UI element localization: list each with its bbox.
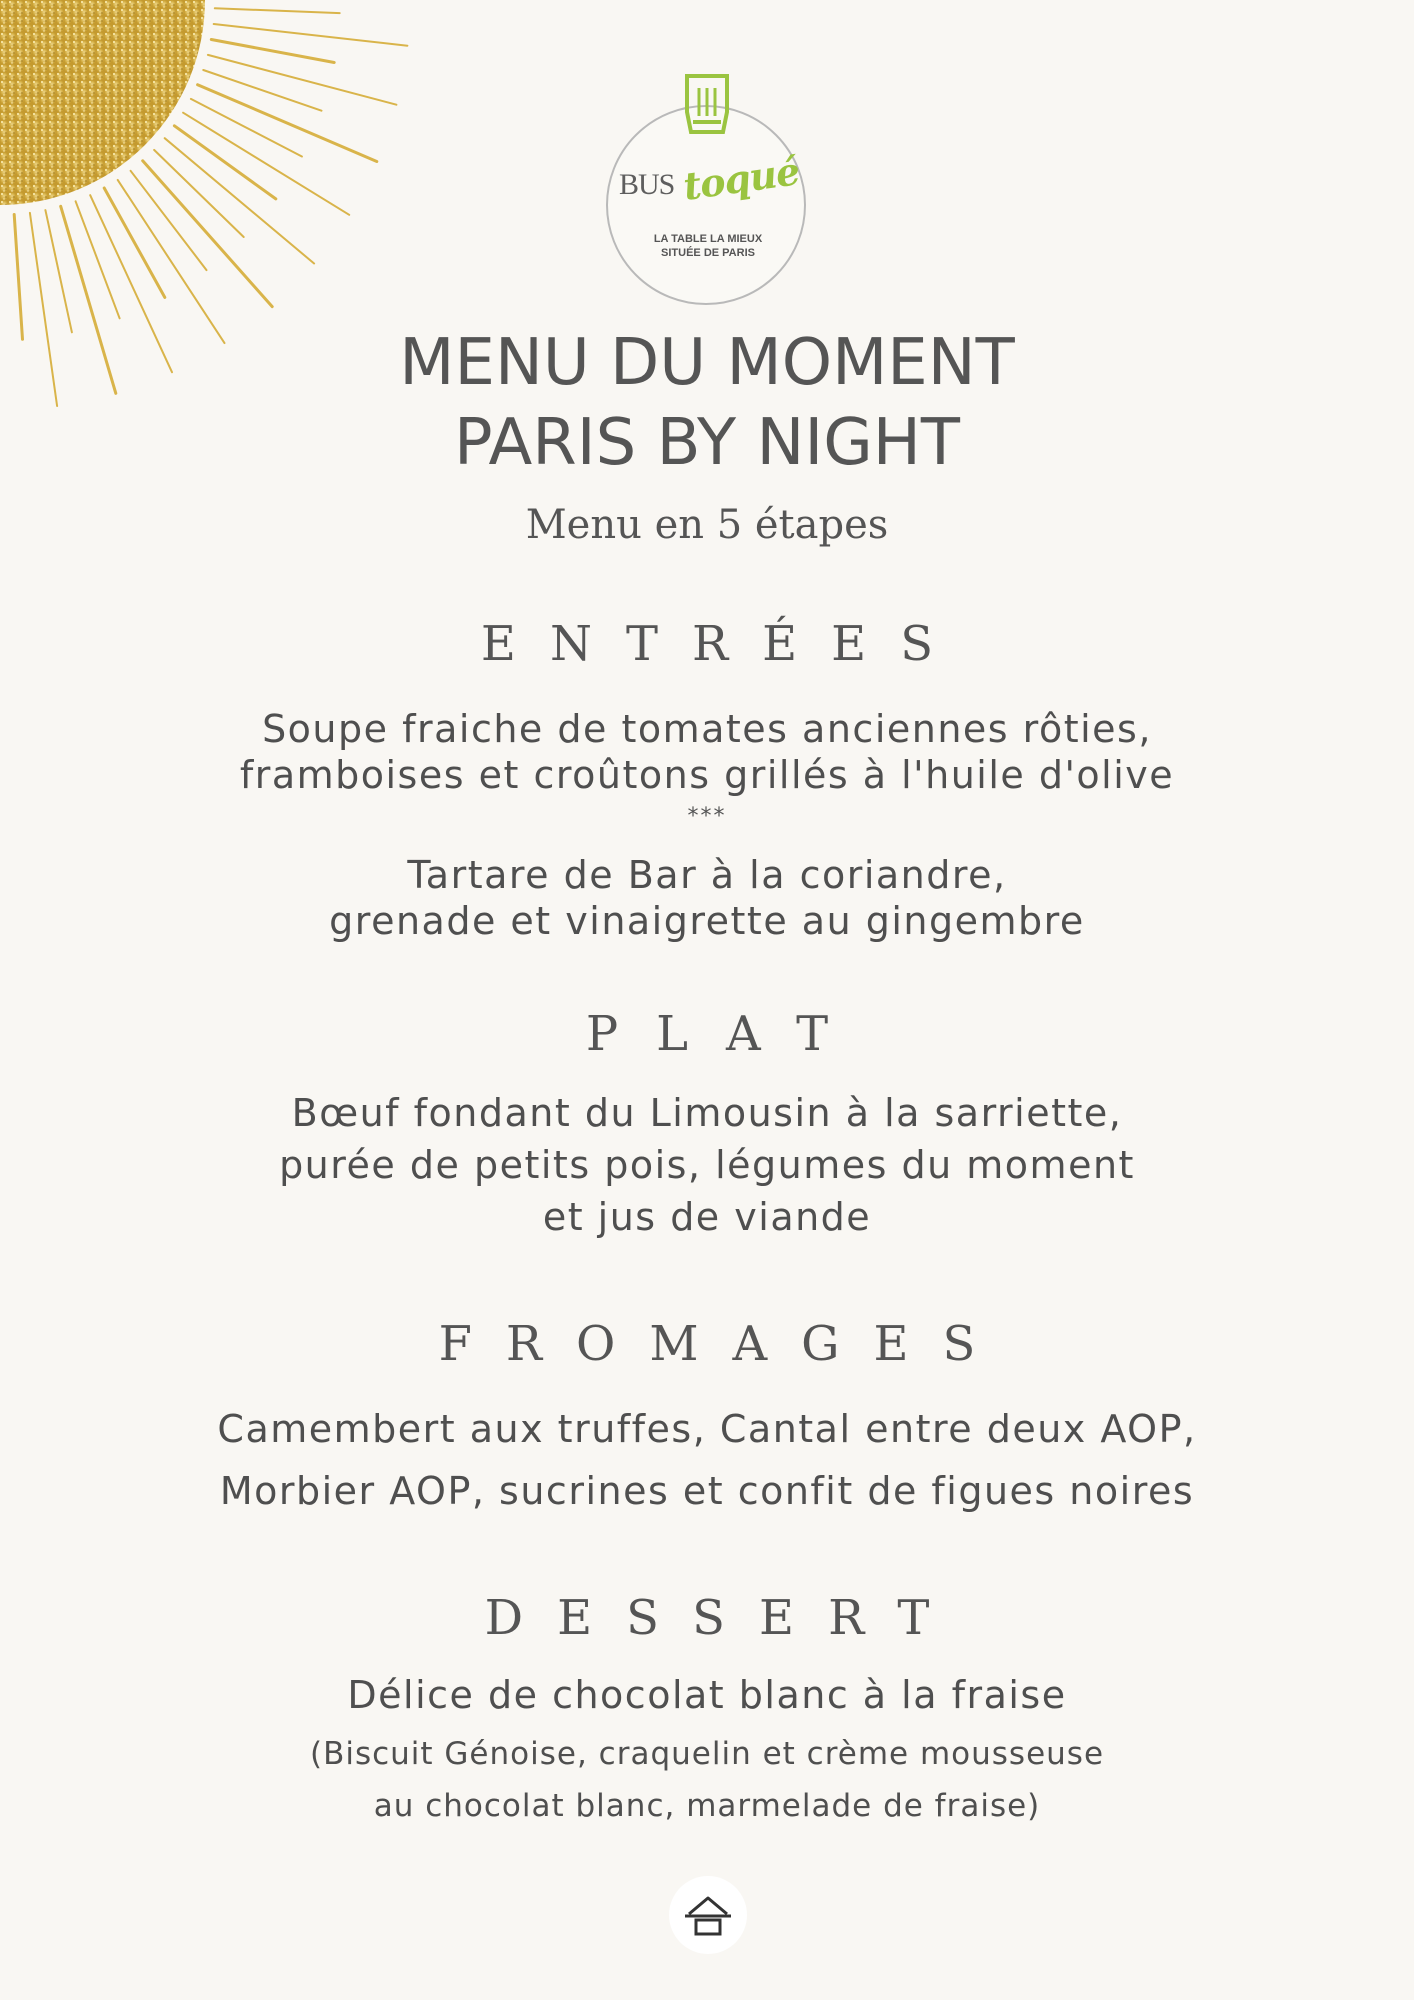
house-icon [669,1876,747,1954]
logo-tagline-line2: SITUÉE DE PARIS [661,247,755,259]
sun-ray [118,180,225,343]
entree-2-line2: grenade et vinaigrette au gingembre [329,899,1085,943]
sun-ray [214,24,408,46]
dessert-line3: au chocolat blanc, marmelade de fraise) [373,1788,1041,1824]
footer-badge [669,1876,747,1954]
logo-tagline-line1: LA TABLE LA MIEUX [653,233,763,245]
menu-title-line1: MENU DU MOMENT [399,326,1015,400]
sun-ray [183,113,349,215]
fromages-line2: Morbier AOP, sucrines et confit de figues noires [219,1469,1195,1513]
sun-ray [203,70,321,111]
sun-ray [76,201,120,318]
dessert-line1: Délice de chocolat blanc à la fraise [347,1673,1067,1717]
plat-line1: Bœuf fondant du Limousin à la sarriette, [291,1091,1123,1135]
logo-bus-text: BUS [619,168,675,201]
entree-separator: *** [687,804,727,829]
section-title-entrees: ENTRÉES [480,616,968,672]
sun-ray [211,40,334,63]
logo-tagline [643,232,773,260]
logo-toque-text: toqué [680,148,802,209]
sun-ray [14,215,22,340]
dessert-line2: (Biscuit Génoise, craquelin et crème mousseuse [309,1736,1105,1772]
menu-subtitle: Menu en 5 étapes [525,502,889,548]
entree-1-line2: framboises et croûtons grillés à l'huile d'olive [239,753,1175,797]
plat-line2: purée de petits pois, légumes du moment [279,1143,1135,1187]
chef-hat-icon [679,72,735,144]
fromages-line1: Camembert aux truffes, Cantal entre deux AOP, [217,1407,1197,1451]
entree-2-line1: Tartare de Bar à la coriandre, [407,853,1007,897]
sun-ray [208,55,397,105]
sun-ray [215,8,340,13]
section-title-fromages: FROMAGES [438,1316,1010,1372]
restaurant-logo [603,60,809,306]
section-title-plat: PLAT [585,1006,867,1062]
plat-line3: et jus de viande [542,1195,872,1239]
section-title-dessert: DESSERT [484,1590,964,1646]
menu-title-line2: PARIS BY NIGHT [454,406,960,480]
entree-1-line1: Soupe fraiche de tomates anciennes rôties, [262,707,1152,751]
